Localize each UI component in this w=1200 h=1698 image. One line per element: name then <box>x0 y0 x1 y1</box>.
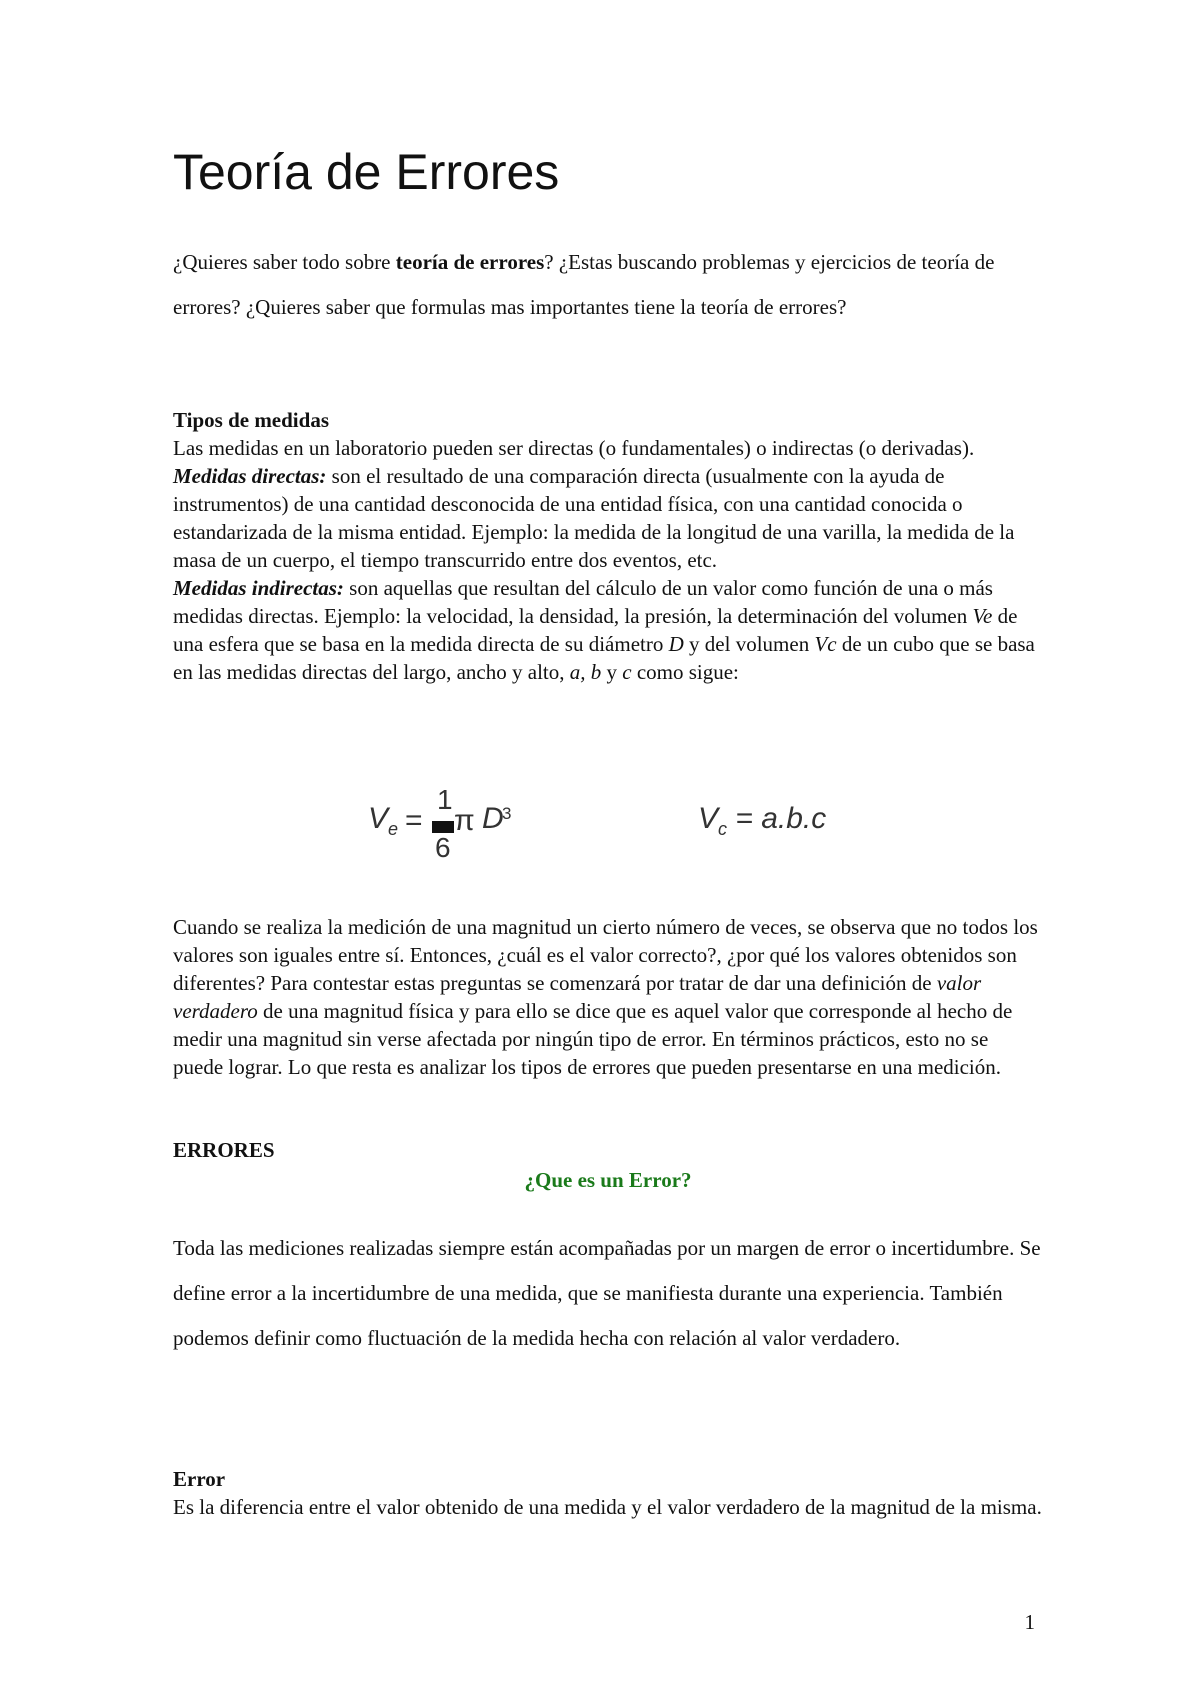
formula-cube-volume: $V_c = a.b.c$ <box>698 802 827 839</box>
intro-paragraph: ¿Quieres saber todo sobre teoría de errores? ¿Estas buscando problemas y ejercicios de teoría de errores? ¿Quieres saber que formulas mas importantes tiene la teoría de errores? <box>173 250 995 319</box>
errores-heading: ERRORES <box>173 1138 275 1162</box>
directas-label: Medidas directas: <box>173 464 327 488</box>
indirectas-paragraph: Medidas indirectas: son aquellas que resultan del cálculo de un valor como función de una o más medidas directas. Ejemplo: la velocidad, la densidad, la presión, la determinación del volumen Ve de una esfera que se basa en la medida directa de su diámetro D y del volumen Vc de un cubo que se basa en las medidas directas del largo, ancho y alto, a, b y c como sigue: <box>173 576 1035 684</box>
tipos-heading: Tipos de medidas <box>173 408 329 432</box>
toda-paragraph: Toda las mediciones realizadas siempre están acompañadas por un margen de error o incertidumbre. Se define error a la incertidumbre de una medida, que se manifiesta durante una experiencia. También podemos definir como fluctuación de la medida hecha con relación al valor verdadero. <box>173 1236 1041 1350</box>
page-title: Teoría de Errores <box>173 144 560 200</box>
tipos-text: Las medidas en un laboratorio pueden ser directas (o fundamentales) o indirectas (o derivadas). <box>173 436 975 460</box>
directas-paragraph: Medidas directas: son el resultado de una comparación directa (usualmente con la ayuda de instrumentos) de una cantidad desconocida de una entidad física, con una cantidad conocida o estandarizada de la misma entidad. Ejemplo: la medida de la longitud de una varilla, la medida de la masa de un cuerpo, el tiempo transcurrido entre dos eventos, etc. <box>173 464 1015 572</box>
page-number: 1 <box>1024 1610 1035 1634</box>
valor-verdadero-paragraph: Cuando se realiza la medición de una magnitud un cierto número de veces, se observa que no todos los valores son iguales entre sí. Entonces, ¿cuál es el valor correcto?, ¿por qué los valores obtenidos son diferentes? Para contestar estas preguntas se comenzará por tratar de dar una definición de valor verdadero de una magnitud física y para ello se dice que es aquel valor que corresponde al hecho de medir una magnitud sin verse afectada por ningún tipo de error. En términos prácticos, esto no se puede lograr. Lo que resta es analizar los tipos de errores que pueden presentarse en una medición. <box>173 915 1038 1079</box>
error-section <box>173 1465 1043 1521</box>
intro-bold-term: teoría de errores <box>395 250 545 274</box>
indirectas-label: Medidas indirectas: <box>173 576 344 600</box>
error-text: Es la diferencia entre el valor obtenido de una medida y el valor verdadero de la magnitud de la misma. <box>173 1495 1042 1519</box>
tipos-section <box>173 406 1043 686</box>
error-heading: Error <box>173 1467 226 1491</box>
que-es-error-heading: ¿Que es un Error? <box>524 1168 692 1192</box>
